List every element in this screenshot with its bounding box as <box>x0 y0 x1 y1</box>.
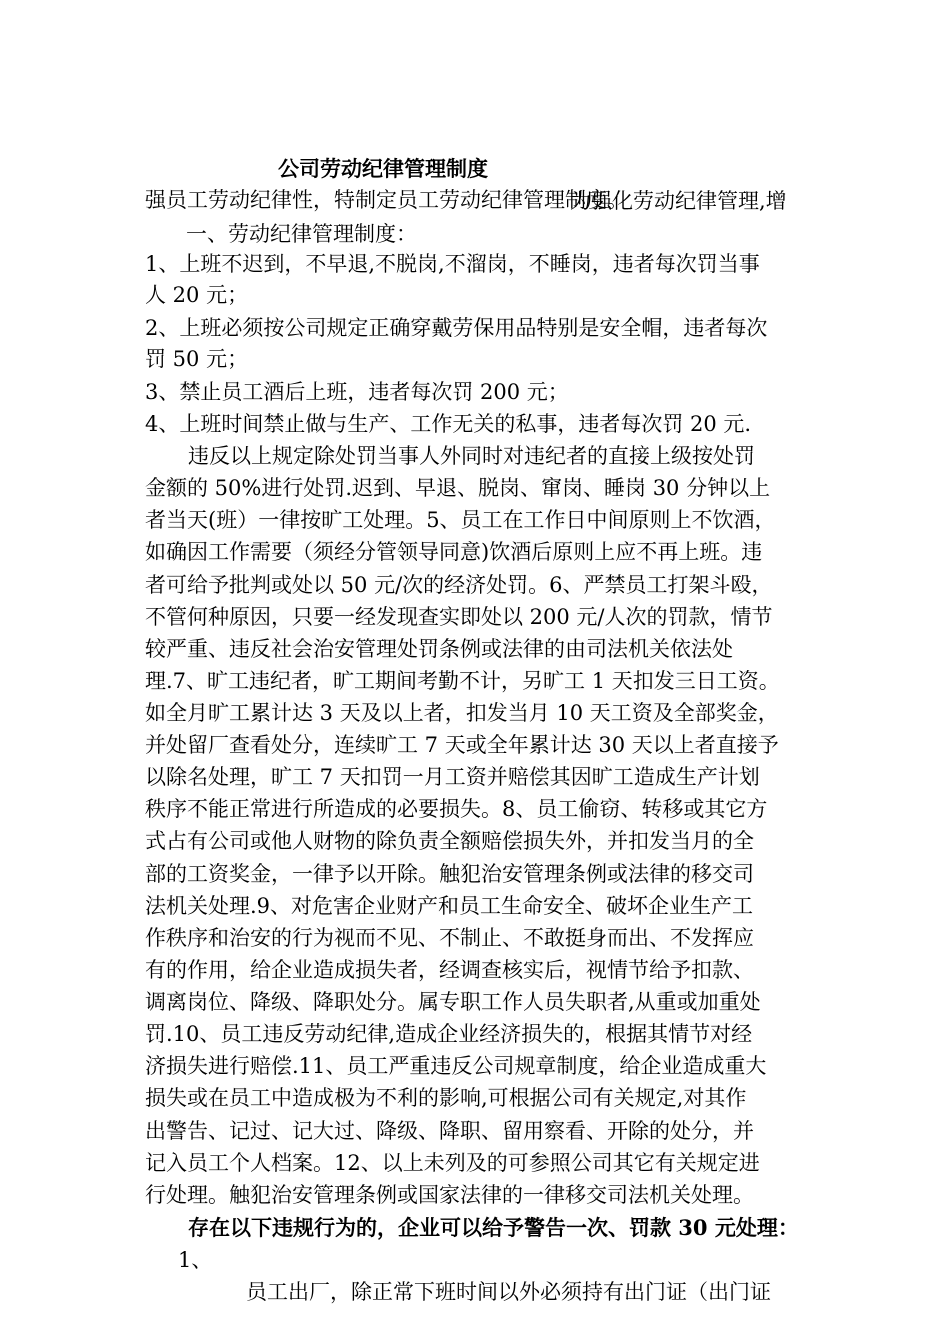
doc-text: 不管何种原因，只要一经发现查实即处以 200 元/人次的罚款，情节 <box>145 605 773 629</box>
doc-line-34 <box>0 1180 950 1240</box>
doc-text: 强员工劳动纪律性，特制定员工劳动纪律管理制度。 <box>145 188 628 212</box>
doc-text: 济损失进行赔偿.11、员工严重违反公司规章制度，给企业造成重大 <box>145 1054 767 1078</box>
doc-text: 者当天(班）一律按旷工处理。5、员工在工作日中间原则上不饮酒， <box>145 508 776 532</box>
doc-line-20 <box>0 729 950 789</box>
doc-line-14 <box>0 537 950 597</box>
doc-text: 理.7、旷工违纪者，旷工期间考勤不计，另旷工 1 天扣发三日工资。 <box>145 669 780 693</box>
doc-text: 部的工资奖金，一律予以开除。触犯治安管理条例或法律的移交司 <box>145 862 754 886</box>
doc-text: 出警告、记过、记大过、降级、降职、留用察看、开除的处分，并 <box>145 1119 754 1143</box>
doc-text: 记入员工个人档案。12、以上未列及的可参照公司其它有关规定进 <box>145 1151 760 1175</box>
doc-line-6 <box>0 280 950 340</box>
doc-line-24 <box>0 858 950 918</box>
doc-text: 罚.10、员工违反劳动纪律,造成企业经济损失的，根据其情节对经 <box>145 1022 753 1046</box>
doc-text: 人 20 元； <box>145 283 249 307</box>
doc-text: 者可给予批判或处以 50 元/次的经济处罚。6、严禁员工打架斗殴， <box>145 573 773 597</box>
doc-text: 较严重、违反社会治安管理处罚条例或法律的由司法机关依法处 <box>145 637 733 661</box>
doc-text: 1、上班不迟到，不早退,不脱岗,不溜岗，不睡岗，违者每次罚当事 <box>145 252 760 276</box>
doc-line-13 <box>0 504 950 564</box>
doc-line-12 <box>0 472 950 532</box>
doc-text: 行处理。触犯治安管理条例或国家法律的一律移交司法机关处理。 <box>145 1183 754 1207</box>
doc-text: 有的作用，给企业造成损失者，经调查核实后，视情节给予扣款、 <box>145 958 754 982</box>
doc-line-27 <box>0 954 950 1014</box>
doc-text: 秩序不能正常进行所造成的必要损失。8、员工偷窃、转移或其它方 <box>145 797 768 821</box>
doc-line-3 <box>0 186 950 246</box>
doc-text: 如全月旷工累计达 3 天及以上者，扣发当月 10 天工资及全部奖金， <box>145 701 779 725</box>
doc-line-17 <box>0 633 950 693</box>
doc-line-23 <box>0 826 950 886</box>
doc-line-28 <box>0 986 950 1046</box>
doc-line-11 <box>0 440 950 500</box>
doc-text: 作秩序和治安的行为视而不见、不制止、不敢挺身而出、不发挥应 <box>145 926 754 950</box>
doc-line-32 <box>0 1115 950 1175</box>
doc-line-10 <box>0 408 950 468</box>
doc-text: 并处留厂查看处分，连续旷工 7 天或全年累计达 30 天以上者直接予 <box>145 733 779 757</box>
document-title: 公司劳动纪律管理制度 <box>278 156 488 181</box>
doc-text: 法机关处理.9、对危害企业财产和员工生命安全、破坏企业生产工 <box>145 894 754 918</box>
doc-text: 金额的 50%进行处罚.迟到、早退、脱岗、窜岗、睡岗 30 分钟以上 <box>145 476 771 500</box>
doc-line-18 <box>0 665 950 725</box>
doc-text: 员工出厂，除正常下班时间以外必须持有出门证（出门证 <box>246 1280 771 1304</box>
doc-line-4 <box>0 216 950 276</box>
doc-line-7 <box>0 311 950 371</box>
doc-line-29 <box>0 1018 950 1078</box>
doc-line-16 <box>0 601 950 661</box>
doc-line-30 <box>0 1050 950 1110</box>
doc-text: 罚 50 元； <box>145 347 249 371</box>
doc-line-15 <box>0 569 950 629</box>
doc-text: 2、上班必须按公司规定正确穿戴劳保用品特别是安全帽，违者每次 <box>145 316 768 340</box>
doc-line-35 <box>0 1212 950 1304</box>
section-heading: 一、劳动纪律管理制度： <box>186 222 417 246</box>
doc-line-21 <box>0 761 950 821</box>
doc-text: 以除名处理，旷工 7 天扣罚一月工资并赔偿其因旷工造成生产计划 <box>145 765 760 789</box>
doc-text: 如确因工作需要（须经分管领导同意)饮酒后原则上应不再上班。违 <box>145 540 763 564</box>
doc-line-33 <box>0 1147 950 1207</box>
list-number: 1、 <box>178 1248 213 1272</box>
doc-line-26 <box>0 922 950 982</box>
doc-line-19 <box>0 697 950 757</box>
doc-text: 3、禁止员工酒后上班，违者每次罚 200 元； <box>145 380 569 404</box>
doc-text: 4、上班时间禁止做与生产、工作无关的私事，违者每次罚 20 元. <box>145 412 752 436</box>
doc-line-25 <box>0 890 950 950</box>
doc-text: 违反以上规定除处罚当事人外同时对违纪者的直接上级按处罚 <box>188 444 755 468</box>
doc-text: 式占有公司或他人财物的除负责全额赔偿损失外，并扣发当月的全 <box>145 829 754 853</box>
doc-text: 调离岗位、降级、降职处分。属专职工作人员失职者,从重或加重处 <box>145 990 761 1014</box>
doc-text: 损失或在员工中造成极为不利的影响,可根据公司有关规定,对其作 <box>145 1086 747 1110</box>
doc-line-31 <box>0 1083 950 1143</box>
doc-line-5 <box>0 247 950 307</box>
doc-line-8 <box>0 344 950 404</box>
doc-line-22 <box>0 793 950 853</box>
doc-line-9 <box>0 376 950 436</box>
section-heading-bold: 存在以下违规行为的，企业可以给予警告一次、罚款 30 元处理： <box>188 1215 799 1240</box>
doc-text: 为强化劳动纪律管理,增 <box>570 189 787 213</box>
